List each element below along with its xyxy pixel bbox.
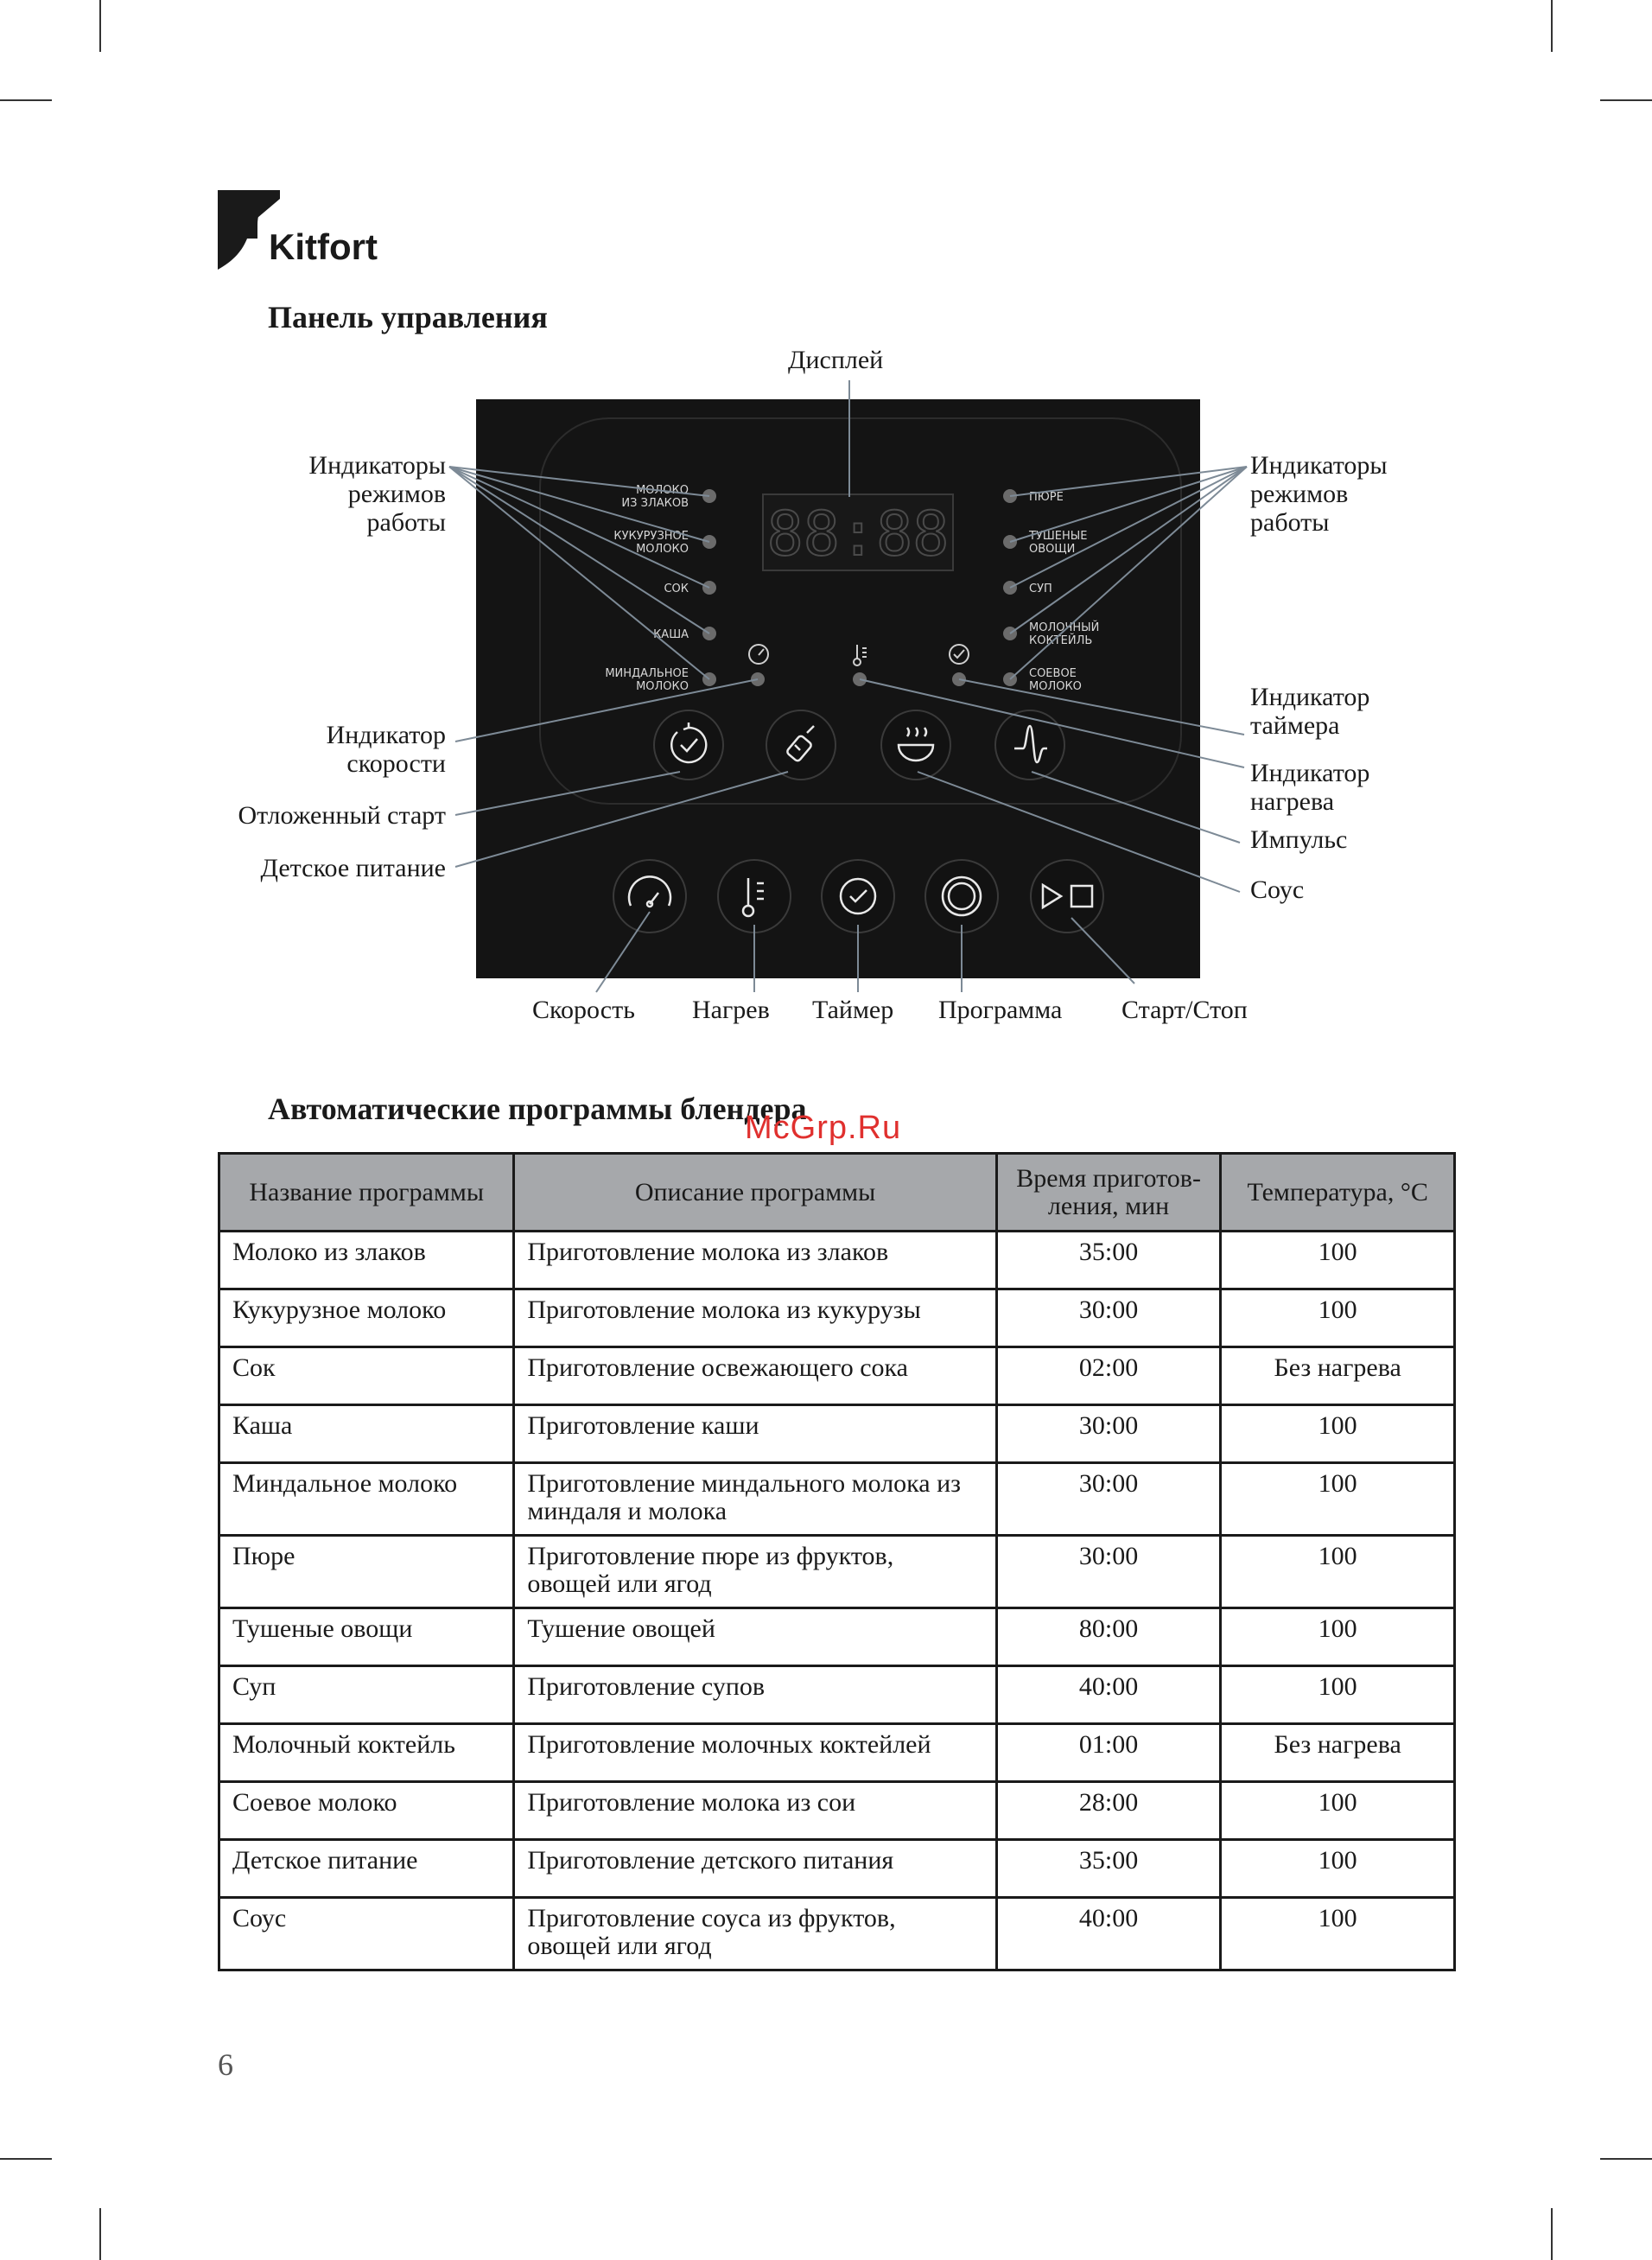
cell-program-description: Приготовление каши (514, 1405, 997, 1463)
table-row (219, 1898, 1455, 1970)
label-line: режимов (347, 480, 446, 508)
label-line: Индикаторы (308, 451, 446, 480)
cell-temperature: 100 (1221, 1536, 1455, 1608)
cell-temperature: 100 (1221, 1898, 1455, 1970)
panel-mode-label: МИНДАЛЬНОЕ (605, 667, 689, 680)
panel-mode-label: СОЕВОЕ (1029, 667, 1077, 680)
baby-food-label: Детское питание (260, 854, 446, 882)
label-line: таймера (1250, 711, 1340, 740)
display-label: Дисплей (788, 346, 884, 374)
cell-temperature: 100 (1221, 1463, 1455, 1536)
cell-cooking-time: 01:00 (996, 1724, 1221, 1782)
cell-program-description: Приготовление молочных коктейлей (514, 1724, 997, 1782)
program-button (925, 860, 998, 933)
cell-program-description: Приготовление пюре из фруктов, овощей или ягод (514, 1536, 997, 1608)
label-line: Индикатор (1250, 759, 1370, 787)
table-row (219, 1608, 1455, 1666)
cell-temperature: Без нагрева (1221, 1347, 1455, 1405)
table-header-row (219, 1154, 1455, 1232)
cell-program-name: Детское питание (219, 1840, 514, 1898)
control-panel-heading: Панель управления (268, 300, 548, 334)
pulse-label: Импульс (1250, 825, 1348, 854)
cell-program-description: Приготовление молока из злаков (514, 1232, 997, 1289)
delayed-start-button (654, 710, 723, 780)
cell-cooking-time: 80:00 (996, 1608, 1221, 1666)
cell-cooking-time: 35:00 (996, 1232, 1221, 1289)
crop-mark (0, 2158, 52, 2160)
panel-mode-label: СОК (664, 583, 689, 595)
panel-mode-label: КУКУРУЗНОЕ (613, 530, 689, 543)
cell-program-description: Приготовление соуса из фруктов, овощей или ягод (514, 1898, 997, 1970)
brand-name: Kitfort (269, 226, 378, 267)
label-line: работы (1250, 508, 1330, 537)
timer-button (822, 860, 894, 933)
timer-indicator-label (1250, 683, 1369, 740)
panel-mode-label: МОЛОЧНЫЙ (1029, 621, 1100, 634)
programs-table (218, 1152, 1456, 1971)
cell-program-description: Приготовление супов (514, 1666, 997, 1724)
cell-program-name: Соевое молоко (219, 1782, 514, 1840)
crop-mark (1551, 2208, 1553, 2260)
cell-program-name: Молоко из злаков (219, 1232, 514, 1289)
mode-indicators-right-label (1250, 451, 1388, 537)
panel-mode-label: ПЮРЕ (1029, 491, 1064, 504)
cell-program-description: Приготовление детского питания (514, 1840, 997, 1898)
header-temperature: Температура, °С (1221, 1154, 1455, 1232)
cell-program-description: Приготовление освежающего сока (514, 1347, 997, 1405)
cell-cooking-time: 30:00 (996, 1463, 1221, 1536)
table-row (219, 1463, 1455, 1536)
label-line: Индикатор (326, 721, 446, 749)
speed-button-label: Скорость (532, 996, 635, 1024)
cell-program-name: Молочный коктейль (219, 1724, 514, 1782)
program-button-label: Программа (938, 996, 1063, 1024)
cell-program-name: Тушеные овощи (219, 1608, 514, 1666)
page-number: 6 (218, 2047, 233, 2082)
cell-temperature: 100 (1221, 1782, 1455, 1840)
table-row (219, 1840, 1455, 1898)
header-program-name: Название программы (219, 1154, 514, 1232)
panel-mode-label: КОКТЕЙЛЬ (1029, 634, 1093, 647)
table-row (219, 1232, 1455, 1289)
cell-temperature: 100 (1221, 1405, 1455, 1463)
label-line: Индикаторы (1250, 451, 1388, 480)
table-row (219, 1536, 1455, 1608)
cell-cooking-time: 02:00 (996, 1347, 1221, 1405)
cell-program-name: Каша (219, 1405, 514, 1463)
label-line: режимов (1250, 480, 1349, 508)
cell-program-name: Кукурузное молоко (219, 1289, 514, 1347)
cell-program-description: Приготовление миндального молока из миндаля и молока (514, 1463, 997, 1536)
label-line: нагрева (1250, 787, 1335, 816)
cell-temperature: 100 (1221, 1840, 1455, 1898)
watermark: McGrp.Ru (745, 1110, 902, 1146)
speed-button (613, 860, 686, 933)
table-row (219, 1666, 1455, 1724)
table-row (219, 1289, 1455, 1347)
cell-program-name: Миндальное молоко (219, 1463, 514, 1536)
table-row (219, 1405, 1455, 1463)
cell-program-description: Приготовление молока из кукурузы (514, 1289, 997, 1347)
start-stop-button-label: Старт/Стоп (1121, 996, 1248, 1024)
heat-indicator-label (1250, 759, 1369, 816)
panel-mode-label: ОВОЩИ (1029, 543, 1076, 556)
panel-mode-label: СУП (1029, 583, 1052, 595)
cell-program-name: Пюре (219, 1536, 514, 1608)
crop-mark (1600, 2158, 1652, 2160)
cell-cooking-time: 30:00 (996, 1536, 1221, 1608)
cell-program-name: Соус (219, 1898, 514, 1970)
cell-cooking-time: 35:00 (996, 1840, 1221, 1898)
panel-mode-label: МОЛОКО (636, 484, 689, 497)
cell-cooking-time: 28:00 (996, 1782, 1221, 1840)
panel-mode-label: МОЛОКО (636, 543, 689, 556)
cell-cooking-time: 30:00 (996, 1289, 1221, 1347)
label-line: скорости (346, 749, 446, 778)
cell-temperature: 100 (1221, 1666, 1455, 1724)
table-row (219, 1724, 1455, 1782)
label-line: Индикатор (1250, 683, 1370, 711)
header-cooking-time: Время приготов-ления, мин (996, 1154, 1221, 1232)
header-program-description: Описание программы (514, 1154, 997, 1232)
mode-indicators-left-label (308, 451, 446, 537)
cell-temperature: 100 (1221, 1289, 1455, 1347)
control-panel-diagram (0, 0, 1652, 1063)
programs-heading: Автоматические программы блендера (268, 1092, 807, 1126)
panel-mode-label: МОЛОКО (636, 680, 689, 693)
sauce-label: Соус (1250, 875, 1305, 904)
panel-mode-label: КАША (653, 628, 689, 641)
cell-temperature: Без нагрева (1221, 1724, 1455, 1782)
table-row (219, 1782, 1455, 1840)
baby-food-button (766, 710, 836, 780)
panel-mode-label: МОЛОКО (1029, 680, 1082, 693)
display-digits: 88:88 (766, 499, 950, 570)
cell-temperature: 100 (1221, 1232, 1455, 1289)
heat-button-label: Нагрев (692, 996, 770, 1024)
cell-temperature: 100 (1221, 1608, 1455, 1666)
label-line: работы (366, 508, 446, 537)
panel-mode-label: ИЗ ЗЛАКОВ (621, 497, 689, 510)
pulse-button (995, 710, 1064, 780)
table-row (219, 1347, 1455, 1405)
delayed-start-label: Отложенный старт (238, 801, 446, 830)
cell-cooking-time: 40:00 (996, 1666, 1221, 1724)
cell-program-name: Суп (219, 1666, 514, 1724)
crop-mark (99, 2208, 101, 2260)
cell-cooking-time: 40:00 (996, 1898, 1221, 1970)
cell-program-description: Тушение овощей (514, 1608, 997, 1666)
timer-button-label: Таймер (812, 996, 894, 1024)
cell-program-description: Приготовление молока из сои (514, 1782, 997, 1840)
cell-program-name: Сок (219, 1347, 514, 1405)
speed-indicator-label (327, 721, 446, 778)
heat-button (718, 860, 791, 933)
panel-mode-label: ТУШЕНЫЕ (1029, 530, 1088, 543)
cell-cooking-time: 30:00 (996, 1405, 1221, 1463)
